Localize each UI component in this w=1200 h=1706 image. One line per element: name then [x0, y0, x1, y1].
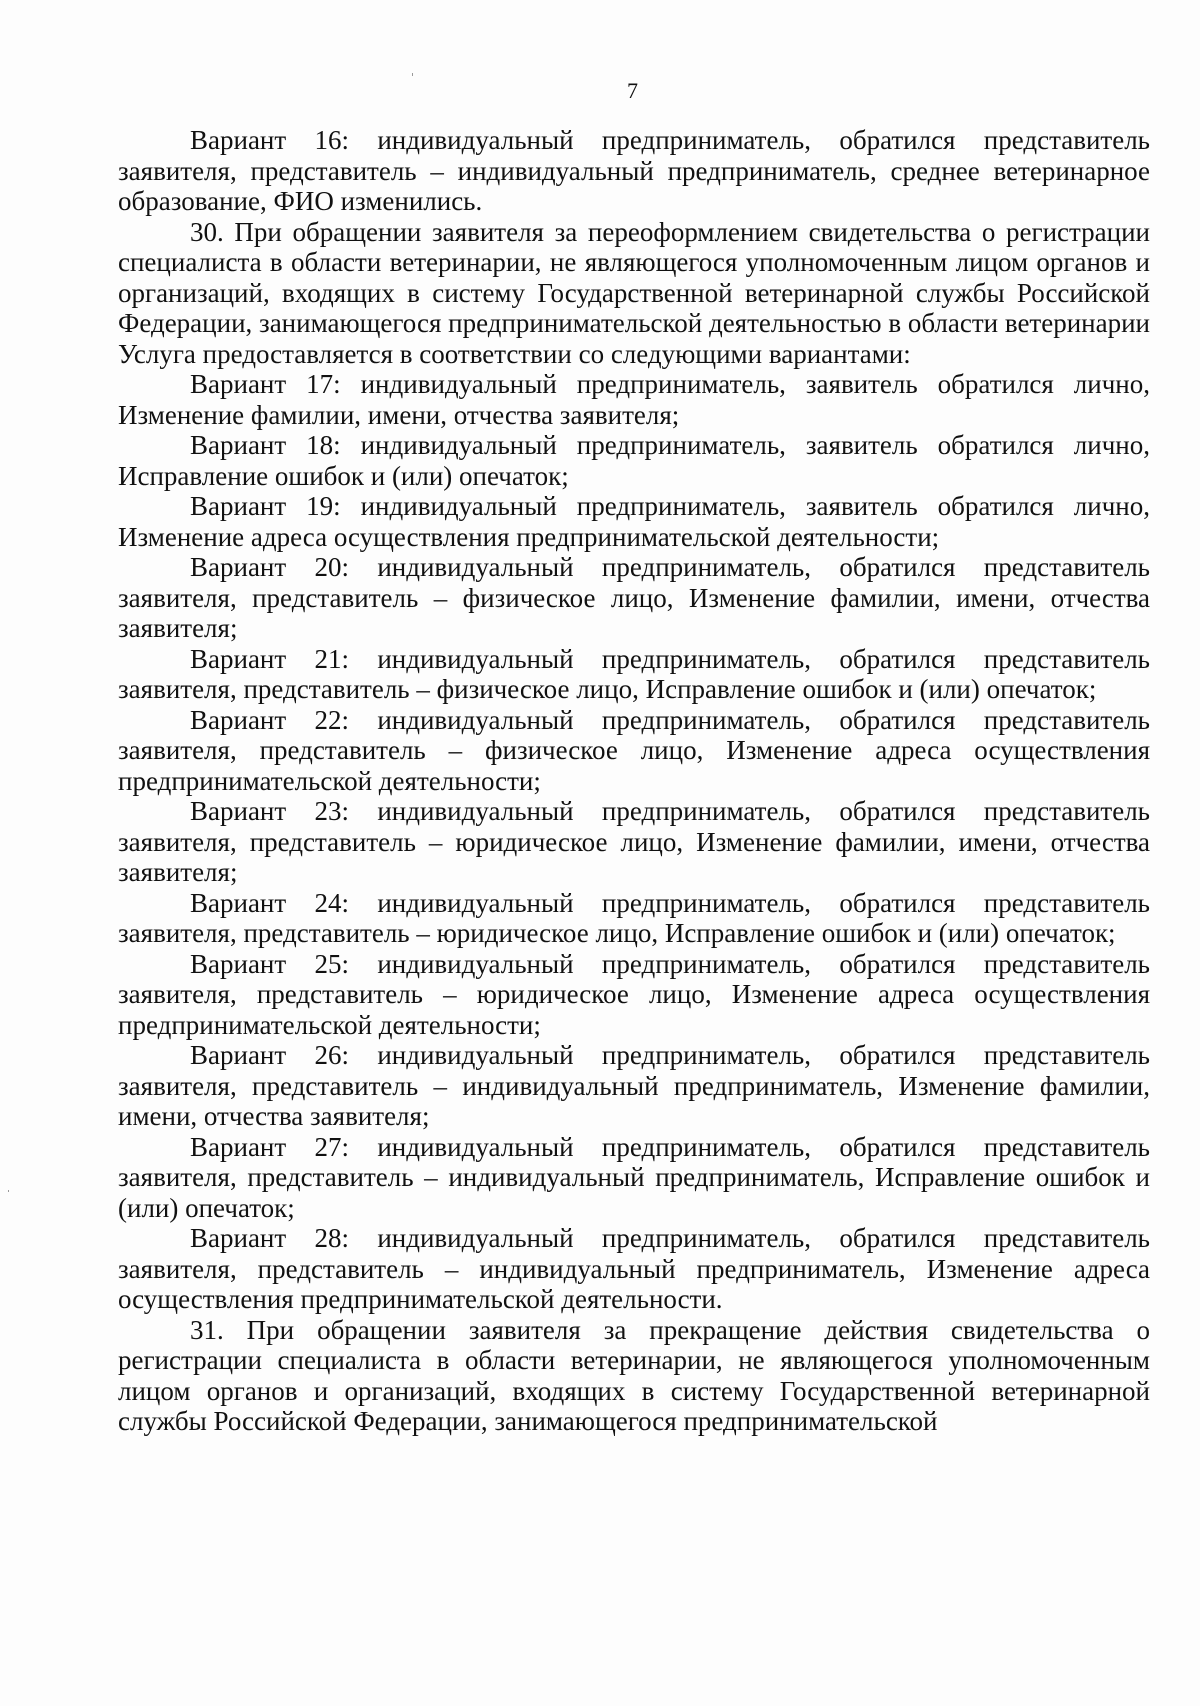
- paragraph-variant-27: Вариант 27: индивидуальный предприниматель, обратился представитель заявителя, представитель – индивидуальный предприниматель, Исправление ошибок и (или) опечаток;: [118, 1131, 1150, 1223]
- paragraph-variant-16: Вариант 16: индивидуальный предприниматель, обратился представитель заявителя, представитель – индивидуальный предприниматель, среднее ветеринарное образование, ФИО изменились.: [118, 125, 1150, 216]
- paragraph-clause-30: 30. При обращении заявителя за переоформлением свидетельства о регистрации специалиста в области ветеринарии, не являющегося уполномоченным лицом органов и организаций, входящих в систему Государственной ветеринарной службы Российской Федерации, занимающегося предпринимательской деятельностью в области ветеринарии Услуга предоставляется в соответствии со следующими вариантами:: [118, 216, 1150, 369]
- paragraph-variant-23: Вариант 23: индивидуальный предприниматель, обратился представитель заявителя, представитель – юридическое лицо, Изменение фамилии, имени, отчества заявителя;: [118, 796, 1150, 887]
- paragraph-clause-31: 31. При обращении заявителя за прекращение действия свидетельства о регистрации специалиста в области ветеринарии, не являющегося уполномоченным лицом органов и организаций, входящих в систему Государственной ветеринарной службы Российской Федерации, занимающегося предпринимательской: [118, 1314, 1150, 1436]
- paragraph-variant-20: Вариант 20: индивидуальный предприниматель, обратился представитель заявителя, представитель – физическое лицо, Изменение фамилии, имени, отчества заявителя;: [118, 552, 1150, 643]
- paragraph-variant-17: Вариант 17: индивидуальный предприниматель, заявитель обратился лично, Изменение фамилии, имени, отчества заявителя;: [118, 369, 1150, 430]
- document-body: [118, 125, 1150, 1437]
- scan-speck: [8, 1190, 9, 1192]
- scan-speck: [412, 73, 413, 76]
- paragraph-variant-21: Вариант 21: индивидуальный предприниматель, обратился представитель заявителя, представитель – физическое лицо, Исправление ошибок и (или) опечаток;: [118, 643, 1150, 704]
- paragraph-variant-18: Вариант 18: индивидуальный предприниматель, заявитель обратился лично, Исправление ошибок и (или) опечаток;: [118, 430, 1150, 491]
- paragraph-variant-22: Вариант 22: индивидуальный предприниматель, обратился представитель заявителя, представитель – физическое лицо, Изменение адреса осуществления предпринимательской деятельности;: [118, 704, 1150, 796]
- page-number: 7: [627, 78, 638, 103]
- paragraph-variant-25: Вариант 25: индивидуальный предприниматель, обратился представитель заявителя, представитель – юридическое лицо, Изменение адреса осуществления предпринимательской деятельности;: [118, 948, 1150, 1040]
- paragraph-variant-26: Вариант 26: индивидуальный предприниматель, обратился представитель заявителя, представитель – индивидуальный предприниматель, Изменение фамилии, имени, отчества заявителя;: [118, 1040, 1150, 1131]
- paragraph-variant-28: Вариант 28: индивидуальный предприниматель, обратился представитель заявителя, представитель – индивидуальный предприниматель, Изменение адреса осуществления предпринимательской деятельности.: [118, 1223, 1150, 1314]
- paragraph-variant-19: Вариант 19: индивидуальный предприниматель, заявитель обратился лично, Изменение адреса осуществления предпринимательской деятельности;: [118, 491, 1150, 552]
- paragraph-variant-24: Вариант 24: индивидуальный предприниматель, обратился представитель заявителя, представитель – юридическое лицо, Исправление ошибок и (или) опечаток;: [118, 887, 1150, 948]
